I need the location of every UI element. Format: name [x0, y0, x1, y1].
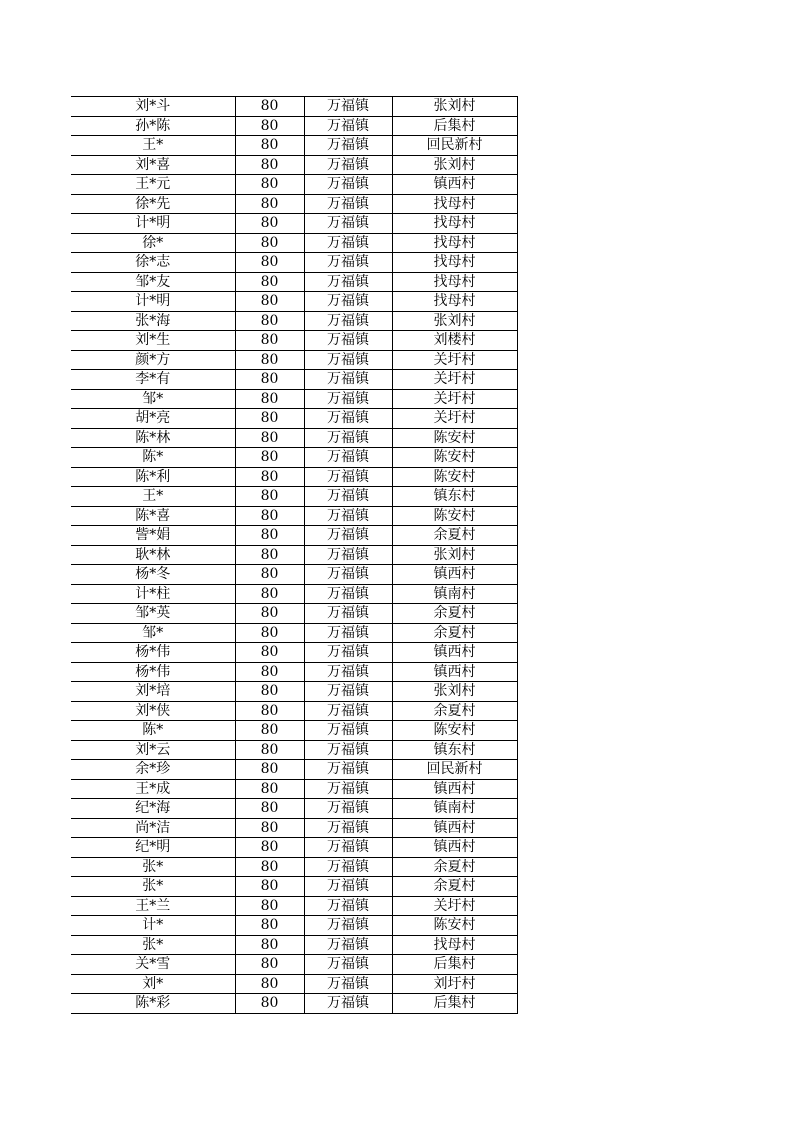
table-row [71, 194, 517, 214]
table-row [71, 136, 517, 156]
town-cell: 万福镇 [304, 292, 392, 312]
town-cell: 万福镇 [304, 955, 392, 975]
town-cell: 万福镇 [304, 116, 392, 136]
score-cell: 80 [235, 877, 304, 897]
score-cell: 80 [235, 175, 304, 195]
score-cell: 80 [235, 799, 304, 819]
score-cell: 80 [235, 506, 304, 526]
score-cell: 80 [235, 584, 304, 604]
score-cell: 80 [235, 604, 304, 624]
table-row [71, 682, 517, 702]
table-row [71, 935, 517, 955]
score-cell: 80 [235, 233, 304, 253]
score-cell: 80 [235, 409, 304, 429]
score-cell: 80 [235, 331, 304, 351]
score-cell: 80 [235, 194, 304, 214]
name-cell: 计* [71, 916, 235, 936]
town-cell: 万福镇 [304, 467, 392, 487]
name-cell: 刘*生 [71, 331, 235, 351]
village-cell: 陈安村 [392, 428, 517, 448]
name-cell: 计*明 [71, 214, 235, 234]
name-cell: 尚*洁 [71, 818, 235, 838]
table-row [71, 916, 517, 936]
table-row [71, 428, 517, 448]
village-cell: 镇南村 [392, 584, 517, 604]
score-cell: 80 [235, 740, 304, 760]
table-row [71, 545, 517, 565]
score-cell: 80 [235, 955, 304, 975]
village-cell: 余夏村 [392, 877, 517, 897]
score-cell: 80 [235, 389, 304, 409]
table-row [71, 467, 517, 487]
name-cell: 计*明 [71, 292, 235, 312]
village-cell: 余夏村 [392, 857, 517, 877]
table-row [71, 448, 517, 468]
town-cell: 万福镇 [304, 253, 392, 273]
name-cell: 杨*冬 [71, 565, 235, 585]
village-cell: 后集村 [392, 994, 517, 1014]
town-cell: 万福镇 [304, 779, 392, 799]
village-cell: 余夏村 [392, 526, 517, 546]
table-row [71, 311, 517, 331]
score-cell: 80 [235, 311, 304, 331]
score-cell: 80 [235, 623, 304, 643]
name-cell: 李*有 [71, 370, 235, 390]
town-cell: 万福镇 [304, 448, 392, 468]
town-cell: 万福镇 [304, 584, 392, 604]
town-cell: 万福镇 [304, 643, 392, 663]
name-cell: 陈* [71, 448, 235, 468]
score-cell: 80 [235, 214, 304, 234]
score-cell: 80 [235, 428, 304, 448]
score-cell: 80 [235, 350, 304, 370]
name-cell: 邹* [71, 389, 235, 409]
table-row [71, 155, 517, 175]
score-cell: 80 [235, 760, 304, 780]
town-cell: 万福镇 [304, 740, 392, 760]
score-cell: 80 [235, 701, 304, 721]
roster-table-body [71, 97, 517, 1014]
name-cell: 杨*伟 [71, 662, 235, 682]
table-row [71, 857, 517, 877]
village-cell: 张刘村 [392, 155, 517, 175]
table-row [71, 662, 517, 682]
town-cell: 万福镇 [304, 350, 392, 370]
town-cell: 万福镇 [304, 311, 392, 331]
town-cell: 万福镇 [304, 974, 392, 994]
town-cell: 万福镇 [304, 331, 392, 351]
score-cell: 80 [235, 974, 304, 994]
name-cell: 徐* [71, 233, 235, 253]
name-cell: 计*柱 [71, 584, 235, 604]
table-row [71, 623, 517, 643]
name-cell: 邹*友 [71, 272, 235, 292]
table-row [71, 955, 517, 975]
village-cell: 镇南村 [392, 799, 517, 819]
town-cell: 万福镇 [304, 877, 392, 897]
score-cell: 80 [235, 916, 304, 936]
name-cell: 王* [71, 487, 235, 507]
village-cell: 关圩村 [392, 350, 517, 370]
town-cell: 万福镇 [304, 214, 392, 234]
table-row [71, 233, 517, 253]
village-cell: 关圩村 [392, 896, 517, 916]
name-cell: 刘*侠 [71, 701, 235, 721]
village-cell: 找母村 [392, 233, 517, 253]
score-cell: 80 [235, 526, 304, 546]
town-cell: 万福镇 [304, 233, 392, 253]
town-cell: 万福镇 [304, 662, 392, 682]
town-cell: 万福镇 [304, 428, 392, 448]
name-cell: 刘* [71, 974, 235, 994]
name-cell: 张* [71, 857, 235, 877]
name-cell: 余*珍 [71, 760, 235, 780]
score-cell: 80 [235, 838, 304, 858]
town-cell: 万福镇 [304, 272, 392, 292]
table-row [71, 740, 517, 760]
score-cell: 80 [235, 487, 304, 507]
name-cell: 杨*伟 [71, 643, 235, 663]
town-cell: 万福镇 [304, 97, 392, 117]
village-cell: 回民新村 [392, 760, 517, 780]
score-cell: 80 [235, 292, 304, 312]
town-cell: 万福镇 [304, 604, 392, 624]
town-cell: 万福镇 [304, 526, 392, 546]
town-cell: 万福镇 [304, 545, 392, 565]
name-cell: 耿*林 [71, 545, 235, 565]
name-cell: 邹* [71, 623, 235, 643]
town-cell: 万福镇 [304, 760, 392, 780]
village-cell: 找母村 [392, 253, 517, 273]
score-cell: 80 [235, 857, 304, 877]
score-cell: 80 [235, 779, 304, 799]
town-cell: 万福镇 [304, 818, 392, 838]
table-row [71, 701, 517, 721]
village-cell: 后集村 [392, 116, 517, 136]
table-row [71, 292, 517, 312]
village-cell: 关圩村 [392, 370, 517, 390]
name-cell: 胡*亮 [71, 409, 235, 429]
name-cell: 王* [71, 136, 235, 156]
name-cell: 王*元 [71, 175, 235, 195]
town-cell: 万福镇 [304, 194, 392, 214]
name-cell: 邹*英 [71, 604, 235, 624]
town-cell: 万福镇 [304, 506, 392, 526]
score-cell: 80 [235, 272, 304, 292]
village-cell: 张刘村 [392, 97, 517, 117]
table-row [71, 506, 517, 526]
village-cell: 镇西村 [392, 565, 517, 585]
score-cell: 80 [235, 448, 304, 468]
score-cell: 80 [235, 643, 304, 663]
village-cell: 镇西村 [392, 662, 517, 682]
town-cell: 万福镇 [304, 389, 392, 409]
name-cell: 陈*利 [71, 467, 235, 487]
town-cell: 万福镇 [304, 916, 392, 936]
table-row [71, 818, 517, 838]
village-cell: 张刘村 [392, 311, 517, 331]
table-row [71, 643, 517, 663]
name-cell: 关*雪 [71, 955, 235, 975]
town-cell: 万福镇 [304, 370, 392, 390]
score-cell: 80 [235, 721, 304, 741]
town-cell: 万福镇 [304, 896, 392, 916]
name-cell: 刘*培 [71, 682, 235, 702]
village-cell: 找母村 [392, 935, 517, 955]
town-cell: 万福镇 [304, 994, 392, 1014]
village-cell: 余夏村 [392, 701, 517, 721]
table-row [71, 487, 517, 507]
table-row [71, 214, 517, 234]
village-cell: 张刘村 [392, 682, 517, 702]
name-cell: 刘*喜 [71, 155, 235, 175]
town-cell: 万福镇 [304, 409, 392, 429]
name-cell: 颜*方 [71, 350, 235, 370]
name-cell: 王*成 [71, 779, 235, 799]
name-cell: 陈*彩 [71, 994, 235, 1014]
village-cell: 回民新村 [392, 136, 517, 156]
name-cell: 陈*林 [71, 428, 235, 448]
town-cell: 万福镇 [304, 175, 392, 195]
name-cell: 陈* [71, 721, 235, 741]
score-cell: 80 [235, 370, 304, 390]
name-cell: 纪*海 [71, 799, 235, 819]
name-cell: 陈*喜 [71, 506, 235, 526]
village-cell: 镇东村 [392, 740, 517, 760]
table-row [71, 604, 517, 624]
name-cell: 王*兰 [71, 896, 235, 916]
table-row [71, 838, 517, 858]
score-cell: 80 [235, 994, 304, 1014]
score-cell: 80 [235, 253, 304, 273]
village-cell: 关圩村 [392, 389, 517, 409]
village-cell: 找母村 [392, 292, 517, 312]
town-cell: 万福镇 [304, 721, 392, 741]
roster-table [71, 96, 518, 1014]
name-cell: 徐*先 [71, 194, 235, 214]
score-cell: 80 [235, 682, 304, 702]
village-cell: 陈安村 [392, 467, 517, 487]
name-cell: 徐*志 [71, 253, 235, 273]
score-cell: 80 [235, 97, 304, 117]
table-row [71, 994, 517, 1014]
name-cell: 刘*云 [71, 740, 235, 760]
score-cell: 80 [235, 565, 304, 585]
score-cell: 80 [235, 662, 304, 682]
score-cell: 80 [235, 116, 304, 136]
name-cell: 訾*娟 [71, 526, 235, 546]
village-cell: 陈安村 [392, 721, 517, 741]
village-cell: 余夏村 [392, 604, 517, 624]
table-row [71, 175, 517, 195]
town-cell: 万福镇 [304, 623, 392, 643]
table-row [71, 116, 517, 136]
score-cell: 80 [235, 935, 304, 955]
name-cell: 孙*陈 [71, 116, 235, 136]
name-cell: 刘*斗 [71, 97, 235, 117]
table-row [71, 253, 517, 273]
table-row [71, 272, 517, 292]
score-cell: 80 [235, 896, 304, 916]
village-cell: 张刘村 [392, 545, 517, 565]
village-cell: 陈安村 [392, 506, 517, 526]
table-row [71, 389, 517, 409]
table-row [71, 721, 517, 741]
name-cell: 张* [71, 935, 235, 955]
village-cell: 镇西村 [392, 779, 517, 799]
name-cell: 张*海 [71, 311, 235, 331]
town-cell: 万福镇 [304, 565, 392, 585]
score-cell: 80 [235, 818, 304, 838]
table-row [71, 97, 517, 117]
score-cell: 80 [235, 136, 304, 156]
table-row [71, 409, 517, 429]
village-cell: 镇东村 [392, 487, 517, 507]
table-row [71, 799, 517, 819]
town-cell: 万福镇 [304, 136, 392, 156]
score-cell: 80 [235, 155, 304, 175]
village-cell: 镇西村 [392, 818, 517, 838]
village-cell: 后集村 [392, 955, 517, 975]
village-cell: 刘圩村 [392, 974, 517, 994]
village-cell: 陈安村 [392, 448, 517, 468]
table-row [71, 584, 517, 604]
table-row [71, 565, 517, 585]
table-row [71, 779, 517, 799]
table-row [71, 896, 517, 916]
village-cell: 镇西村 [392, 175, 517, 195]
score-cell: 80 [235, 545, 304, 565]
table-row [71, 974, 517, 994]
village-cell: 陈安村 [392, 916, 517, 936]
village-cell: 找母村 [392, 272, 517, 292]
table-row [71, 877, 517, 897]
town-cell: 万福镇 [304, 682, 392, 702]
town-cell: 万福镇 [304, 799, 392, 819]
town-cell: 万福镇 [304, 701, 392, 721]
village-cell: 关圩村 [392, 409, 517, 429]
town-cell: 万福镇 [304, 155, 392, 175]
village-cell: 刘楼村 [392, 331, 517, 351]
town-cell: 万福镇 [304, 935, 392, 955]
name-cell: 纪*明 [71, 838, 235, 858]
village-cell: 镇西村 [392, 643, 517, 663]
table-row [71, 331, 517, 351]
village-cell: 镇西村 [392, 838, 517, 858]
town-cell: 万福镇 [304, 487, 392, 507]
village-cell: 找母村 [392, 194, 517, 214]
table-row [71, 526, 517, 546]
score-cell: 80 [235, 467, 304, 487]
table-row [71, 370, 517, 390]
village-cell: 余夏村 [392, 623, 517, 643]
village-cell: 找母村 [392, 214, 517, 234]
table-row [71, 760, 517, 780]
town-cell: 万福镇 [304, 857, 392, 877]
name-cell: 张* [71, 877, 235, 897]
town-cell: 万福镇 [304, 838, 392, 858]
table-row [71, 350, 517, 370]
